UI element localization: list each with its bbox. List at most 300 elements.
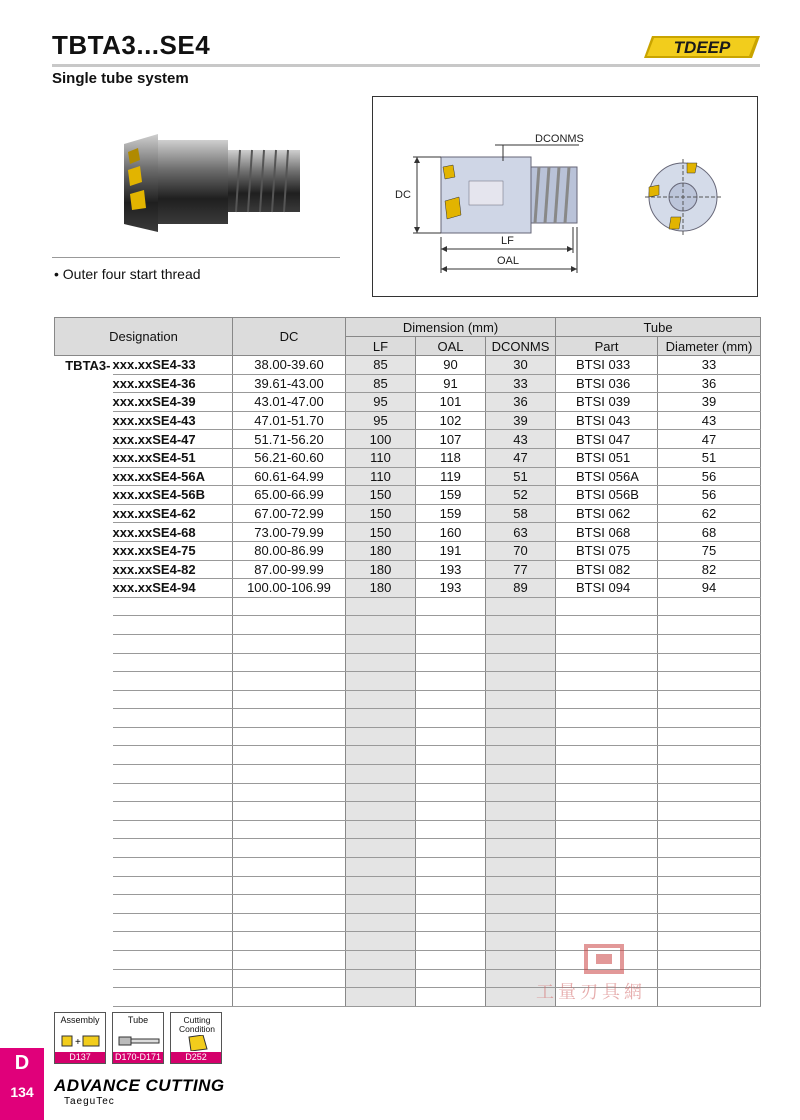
cell-dconms: 36 — [486, 393, 556, 412]
table-row — [55, 430, 761, 449]
cell-part: BTSI 051 — [556, 448, 658, 467]
empty-cell — [113, 690, 233, 709]
empty-cell — [113, 597, 233, 616]
empty-cell — [658, 709, 761, 728]
empty-cell — [113, 969, 233, 988]
cell-lf: 100 — [346, 430, 416, 449]
empty-cell — [658, 727, 761, 746]
header-dc: DC — [233, 318, 346, 356]
header-designation: Designation — [55, 318, 233, 356]
cell-lf: 95 — [346, 411, 416, 430]
empty-cell — [113, 951, 233, 970]
cell-diameter: 62 — [658, 504, 761, 523]
empty-cell — [416, 634, 486, 653]
cell-dconms: 30 — [486, 356, 556, 375]
cell-designation: xxx.xxSE4-68 — [113, 523, 233, 542]
empty-cell — [113, 858, 233, 877]
empty-cell — [55, 727, 113, 746]
cell-designation: xxx.xxSE4-36 — [113, 374, 233, 393]
cell-part: BTSI 056B — [556, 486, 658, 505]
cell-dc: 100.00-106.99 — [233, 579, 346, 598]
dconms-label: DCONMS — [535, 133, 584, 145]
section-tab — [0, 1048, 44, 1120]
empty-cell — [113, 727, 233, 746]
designation-prefix-blank — [55, 541, 113, 560]
table-row — [55, 411, 761, 430]
logo-text: TDEEP — [673, 38, 731, 57]
cell-oal: 193 — [416, 560, 486, 579]
cell-dconms: 47 — [486, 448, 556, 467]
table-row — [55, 579, 761, 598]
cell-part: BTSI 036 — [556, 374, 658, 393]
empty-cell — [346, 765, 416, 784]
empty-cell — [556, 876, 658, 895]
cell-dconms: 43 — [486, 430, 556, 449]
cell-dc: 73.00-79.99 — [233, 523, 346, 542]
empty-cell — [55, 802, 113, 821]
designation-prefix-blank — [55, 467, 113, 486]
empty-cell — [416, 951, 486, 970]
empty-cell — [556, 746, 658, 765]
cell-dc: 65.00-66.99 — [233, 486, 346, 505]
svg-text:+: + — [75, 1037, 81, 1048]
empty-cell — [233, 951, 346, 970]
table-row — [55, 448, 761, 467]
table-row — [55, 393, 761, 412]
tube-ref[interactable] — [112, 1012, 164, 1064]
empty-row — [55, 802, 761, 821]
empty-cell — [55, 858, 113, 877]
cell-dc: 39.61-43.00 — [233, 374, 346, 393]
tdeep-logo — [644, 34, 760, 60]
cell-designation: xxx.xxSE4-33 — [113, 356, 233, 375]
empty-row — [55, 895, 761, 914]
empty-cell — [556, 858, 658, 877]
empty-cell — [416, 616, 486, 635]
cell-dc: 67.00-72.99 — [233, 504, 346, 523]
brand-sub: TaeguTec — [64, 1096, 115, 1107]
designation-prefix-blank — [55, 579, 113, 598]
table-row — [55, 560, 761, 579]
section-letter: D — [14, 1052, 30, 1074]
empty-cell — [113, 765, 233, 784]
empty-cell — [55, 597, 113, 616]
empty-cell — [556, 783, 658, 802]
cell-designation: xxx.xxSE4-82 — [113, 560, 233, 579]
empty-cell — [416, 597, 486, 616]
empty-cell — [658, 616, 761, 635]
cell-part: BTSI 062 — [556, 504, 658, 523]
empty-cell — [346, 820, 416, 839]
header-lf: LF — [346, 337, 416, 356]
empty-cell — [416, 709, 486, 728]
empty-cell — [55, 876, 113, 895]
empty-cell — [556, 653, 658, 672]
empty-cell — [486, 690, 556, 709]
empty-cell — [556, 672, 658, 691]
cell-dc: 43.01-47.00 — [233, 393, 346, 412]
empty-cell — [113, 988, 233, 1007]
cell-designation: xxx.xxSE4-56A — [113, 467, 233, 486]
cell-designation: xxx.xxSE4-94 — [113, 579, 233, 598]
empty-row — [55, 913, 761, 932]
empty-cell — [113, 653, 233, 672]
cell-oal: 101 — [416, 393, 486, 412]
empty-cell — [416, 727, 486, 746]
empty-cell — [233, 727, 346, 746]
empty-row — [55, 672, 761, 691]
empty-cell — [486, 913, 556, 932]
empty-cell — [556, 709, 658, 728]
empty-cell — [55, 895, 113, 914]
empty-cell — [55, 616, 113, 635]
designation-prefix-blank — [55, 523, 113, 542]
cell-lf: 150 — [346, 504, 416, 523]
empty-cell — [233, 709, 346, 728]
empty-row — [55, 709, 761, 728]
empty-cell — [486, 634, 556, 653]
cell-dconms: 39 — [486, 411, 556, 430]
cell-part: BTSI 056A — [556, 467, 658, 486]
empty-cell — [113, 895, 233, 914]
empty-cell — [658, 895, 761, 914]
empty-row — [55, 690, 761, 709]
cell-oal: 118 — [416, 448, 486, 467]
empty-cell — [556, 597, 658, 616]
designation-prefix-blank — [55, 411, 113, 430]
empty-cell — [486, 709, 556, 728]
title-rule — [52, 64, 760, 67]
cell-dc: 47.01-51.70 — [233, 411, 346, 430]
empty-cell — [486, 765, 556, 784]
empty-cell — [346, 951, 416, 970]
empty-cell — [416, 913, 486, 932]
cell-diameter: 56 — [658, 467, 761, 486]
empty-cell — [233, 969, 346, 988]
cell-part: BTSI 033 — [556, 356, 658, 375]
brand-logo: ADVANCE CUTTING — [54, 1076, 225, 1095]
empty-cell — [658, 597, 761, 616]
empty-cell — [113, 709, 233, 728]
lf-label: LF — [501, 235, 514, 247]
empty-cell — [233, 988, 346, 1007]
empty-cell — [233, 616, 346, 635]
empty-cell — [233, 820, 346, 839]
empty-cell — [416, 802, 486, 821]
empty-cell — [346, 616, 416, 635]
designation-prefix-blank — [55, 393, 113, 412]
cell-lf: 180 — [346, 579, 416, 598]
empty-cell — [55, 988, 113, 1007]
cutting-condition-ref[interactable] — [170, 1012, 222, 1064]
designation-prefix-blank — [55, 486, 113, 505]
designation-prefix-blank — [55, 504, 113, 523]
header-dconms: DCONMS — [486, 337, 556, 356]
tube-icon — [117, 1033, 161, 1049]
empty-cell — [416, 765, 486, 784]
empty-cell — [486, 858, 556, 877]
empty-cell — [113, 932, 233, 951]
designation-prefix-blank — [55, 374, 113, 393]
cell-oal: 159 — [416, 504, 486, 523]
cutting-condition-ref-label: Cutting Condition — [179, 1015, 215, 1034]
cell-part: BTSI 047 — [556, 430, 658, 449]
empty-cell — [55, 951, 113, 970]
watermark — [536, 944, 676, 1004]
empty-cell — [55, 653, 113, 672]
empty-cell — [55, 783, 113, 802]
empty-cell — [416, 876, 486, 895]
empty-cell — [233, 597, 346, 616]
empty-cell — [658, 802, 761, 821]
cell-oal: 119 — [416, 467, 486, 486]
cell-diameter: 39 — [658, 393, 761, 412]
spec-table — [54, 317, 761, 1007]
feature-text: • Outer four start thread — [54, 266, 201, 282]
cell-diameter: 47 — [658, 430, 761, 449]
designation-prefix-blank — [55, 448, 113, 467]
empty-cell — [658, 746, 761, 765]
cell-lf: 150 — [346, 486, 416, 505]
empty-cell — [113, 839, 233, 858]
empty-cell — [346, 876, 416, 895]
empty-cell — [486, 597, 556, 616]
empty-cell — [658, 839, 761, 858]
cell-lf: 180 — [346, 541, 416, 560]
empty-cell — [658, 876, 761, 895]
empty-cell — [113, 820, 233, 839]
cell-oal: 90 — [416, 356, 486, 375]
cell-diameter: 51 — [658, 448, 761, 467]
designation-prefix-blank — [55, 430, 113, 449]
assembly-ref-page: D137 — [55, 1052, 105, 1063]
cell-designation: xxx.xxSE4-56B — [113, 486, 233, 505]
cell-lf: 85 — [346, 356, 416, 375]
cell-diameter: 82 — [658, 560, 761, 579]
cell-diameter: 68 — [658, 523, 761, 542]
empty-cell — [658, 820, 761, 839]
empty-row — [55, 820, 761, 839]
cell-dconms: 89 — [486, 579, 556, 598]
empty-cell — [486, 839, 556, 858]
empty-cell — [346, 653, 416, 672]
empty-cell — [658, 765, 761, 784]
empty-cell — [556, 727, 658, 746]
table-row — [55, 374, 761, 393]
cell-dconms: 63 — [486, 523, 556, 542]
empty-cell — [233, 858, 346, 877]
header-part: Part — [556, 337, 658, 356]
empty-cell — [416, 672, 486, 691]
empty-cell — [55, 932, 113, 951]
empty-cell — [233, 802, 346, 821]
cell-part: BTSI 043 — [556, 411, 658, 430]
cell-dconms: 51 — [486, 467, 556, 486]
empty-cell — [486, 746, 556, 765]
cell-dconms: 77 — [486, 560, 556, 579]
empty-cell — [233, 690, 346, 709]
tube-ref-page: D170-D171 — [114, 1052, 162, 1062]
cell-part: BTSI 075 — [556, 541, 658, 560]
empty-cell — [416, 988, 486, 1007]
empty-cell — [658, 913, 761, 932]
cell-lf: 95 — [346, 393, 416, 412]
empty-cell — [233, 653, 346, 672]
assembly-ref[interactable] — [54, 1012, 106, 1064]
cell-designation: xxx.xxSE4-62 — [113, 504, 233, 523]
empty-cell — [346, 690, 416, 709]
cell-diameter: 43 — [658, 411, 761, 430]
empty-cell — [346, 932, 416, 951]
page-title: TBTA3...SE4 — [52, 30, 211, 60]
empty-row — [55, 616, 761, 635]
empty-row — [55, 839, 761, 858]
table-row — [55, 504, 761, 523]
cell-dconms: 33 — [486, 374, 556, 393]
cell-dc: 56.21-60.60 — [233, 448, 346, 467]
empty-cell — [486, 616, 556, 635]
cell-designation: xxx.xxSE4-43 — [113, 411, 233, 430]
empty-row — [55, 765, 761, 784]
empty-cell — [113, 616, 233, 635]
empty-cell — [658, 690, 761, 709]
empty-cell — [556, 634, 658, 653]
designation-prefix-blank — [55, 560, 113, 579]
watermark-text: 工量刃具網 — [536, 982, 646, 1003]
empty-cell — [486, 820, 556, 839]
empty-cell — [486, 783, 556, 802]
empty-cell — [233, 634, 346, 653]
empty-cell — [55, 709, 113, 728]
empty-cell — [658, 653, 761, 672]
empty-cell — [346, 839, 416, 858]
cell-dc: 80.00-86.99 — [233, 541, 346, 560]
empty-cell — [486, 672, 556, 691]
cell-oal: 193 — [416, 579, 486, 598]
dc-label: DC — [395, 189, 411, 201]
empty-cell — [346, 913, 416, 932]
empty-cell — [233, 672, 346, 691]
cell-oal: 159 — [416, 486, 486, 505]
empty-cell — [416, 895, 486, 914]
empty-cell — [233, 932, 346, 951]
empty-cell — [416, 839, 486, 858]
empty-cell — [416, 858, 486, 877]
empty-cell — [346, 988, 416, 1007]
empty-cell — [233, 765, 346, 784]
page-subtitle: Single tube system — [52, 70, 189, 87]
empty-row — [55, 727, 761, 746]
cell-dconms: 70 — [486, 541, 556, 560]
tool-photo — [118, 124, 306, 242]
header-dimension: Dimension (mm) — [346, 318, 556, 337]
cell-designation: xxx.xxSE4-75 — [113, 541, 233, 560]
empty-cell — [113, 913, 233, 932]
table-row — [55, 467, 761, 486]
empty-cell — [486, 876, 556, 895]
tube-ref-label: Tube — [127, 1015, 149, 1025]
cell-dc: 38.00-39.60 — [233, 356, 346, 375]
empty-row — [55, 597, 761, 616]
empty-cell — [556, 690, 658, 709]
cell-diameter: 36 — [658, 374, 761, 393]
empty-cell — [556, 839, 658, 858]
empty-cell — [346, 969, 416, 988]
empty-cell — [416, 820, 486, 839]
empty-cell — [113, 634, 233, 653]
empty-cell — [486, 653, 556, 672]
assembly-ref-label: Assembly — [60, 1015, 100, 1025]
empty-cell — [55, 746, 113, 765]
page-number: 134 — [10, 1084, 34, 1100]
empty-cell — [556, 895, 658, 914]
empty-cell — [55, 913, 113, 932]
empty-cell — [416, 969, 486, 988]
feature-rule — [52, 257, 340, 258]
empty-cell — [346, 895, 416, 914]
cell-part: BTSI 039 — [556, 393, 658, 412]
technical-drawing — [372, 96, 758, 297]
empty-cell — [556, 765, 658, 784]
watermark-symbol — [582, 944, 626, 974]
empty-cell — [658, 858, 761, 877]
empty-cell — [658, 672, 761, 691]
empty-cell — [416, 783, 486, 802]
empty-cell — [113, 783, 233, 802]
cell-dconms: 52 — [486, 486, 556, 505]
empty-row — [55, 746, 761, 765]
empty-cell — [113, 746, 233, 765]
table-row — [55, 486, 761, 505]
empty-cell — [55, 969, 113, 988]
empty-cell — [556, 913, 658, 932]
empty-cell — [55, 690, 113, 709]
cell-oal: 102 — [416, 411, 486, 430]
empty-cell — [55, 634, 113, 653]
empty-cell — [233, 783, 346, 802]
table-row — [55, 541, 761, 560]
cell-dconms: 58 — [486, 504, 556, 523]
cell-designation: xxx.xxSE4-47 — [113, 430, 233, 449]
empty-cell — [486, 895, 556, 914]
cell-diameter: 56 — [658, 486, 761, 505]
cell-diameter: 33 — [658, 356, 761, 375]
cell-lf: 180 — [346, 560, 416, 579]
empty-row — [55, 876, 761, 895]
empty-cell — [346, 783, 416, 802]
empty-cell — [416, 690, 486, 709]
empty-cell — [113, 672, 233, 691]
table-row — [55, 356, 761, 375]
empty-row — [55, 634, 761, 653]
cutting-condition-ref-page: D252 — [171, 1052, 221, 1063]
header-tube: Tube — [556, 318, 761, 337]
empty-cell — [346, 802, 416, 821]
table-row — [55, 523, 761, 542]
oal-label: OAL — [497, 255, 520, 267]
cell-dc: 87.00-99.99 — [233, 560, 346, 579]
empty-cell — [486, 727, 556, 746]
cell-oal: 191 — [416, 541, 486, 560]
empty-cell — [416, 653, 486, 672]
empty-cell — [346, 727, 416, 746]
header-diameter: Diameter (mm) — [658, 337, 761, 356]
empty-cell — [113, 802, 233, 821]
empty-row — [55, 653, 761, 672]
empty-cell — [233, 876, 346, 895]
empty-cell — [55, 839, 113, 858]
cell-part: BTSI 068 — [556, 523, 658, 542]
